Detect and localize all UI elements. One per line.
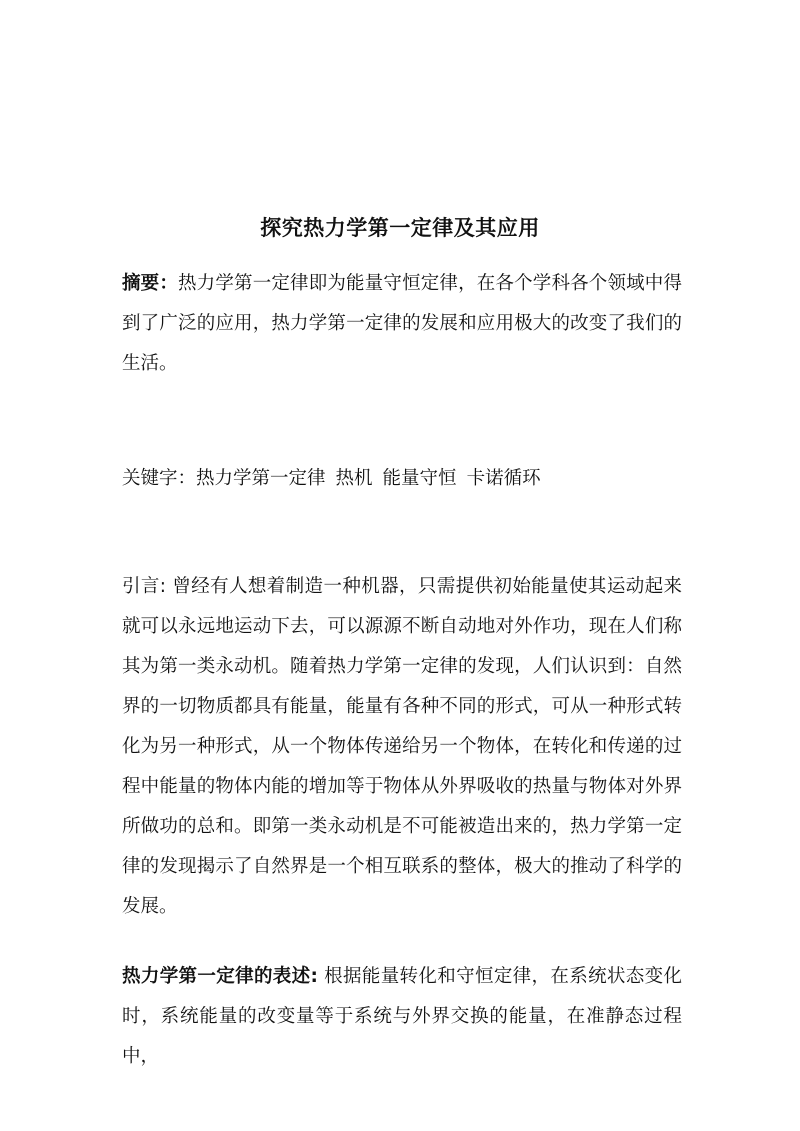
document-title: 探究热力学第一定律及其应用 xyxy=(260,216,540,240)
statement-paragraph xyxy=(122,957,682,1077)
keywords-label: 关键字： xyxy=(122,468,197,489)
keywords-paragraph xyxy=(122,459,682,499)
keyword-item: 热力学第一定律 xyxy=(196,468,326,489)
abstract-paragraph xyxy=(122,264,682,384)
statement-label: 热力学第一定律的表述: xyxy=(122,966,318,987)
abstract-text: 热力学第一定律即为能量守恒定律，在各个学科各个领域中得到了广泛的应用，热力学第一定律的发展和应用极大的改变了我们的生活。 xyxy=(122,273,682,374)
introduction-label: 引言: xyxy=(122,576,167,597)
statement-text: 根据能量转化和守恒定律，在系统状态变化时，系统能量的改变量等于系统与外界交换的能量，在准静态过程中， xyxy=(122,966,682,1067)
introduction-paragraph xyxy=(122,567,682,927)
introduction-text: 曾经有人想着制造一种机器，只需提供初始能量使其运动起来就可以永远地运动下去，可以源源不断自动地对外作功，现在人们称其为第一类永动机。随着热力学第一定律的发现，人们认识到：自然界的一切物质都具有能量，能量有各种不同的形式，可从一种形式转化为另一种形式，从一个物体传递给另一个物体，在转化和传递的过程中能量的物体内能的增加等于物体从外界吸收的热量与物体对外界所做功的总和。即第一类永动机是不可能被造出来的，热力学第一定律的发现揭示了自然界是一个相互联系的整体，极大的推动了科学的发展。 xyxy=(122,576,682,917)
abstract-label: 摘要： xyxy=(122,273,179,294)
keyword-item: 卡诺循环 xyxy=(466,468,541,489)
keyword-item: 能量守恒 xyxy=(382,468,457,489)
keyword-item: 热机 xyxy=(335,468,373,489)
